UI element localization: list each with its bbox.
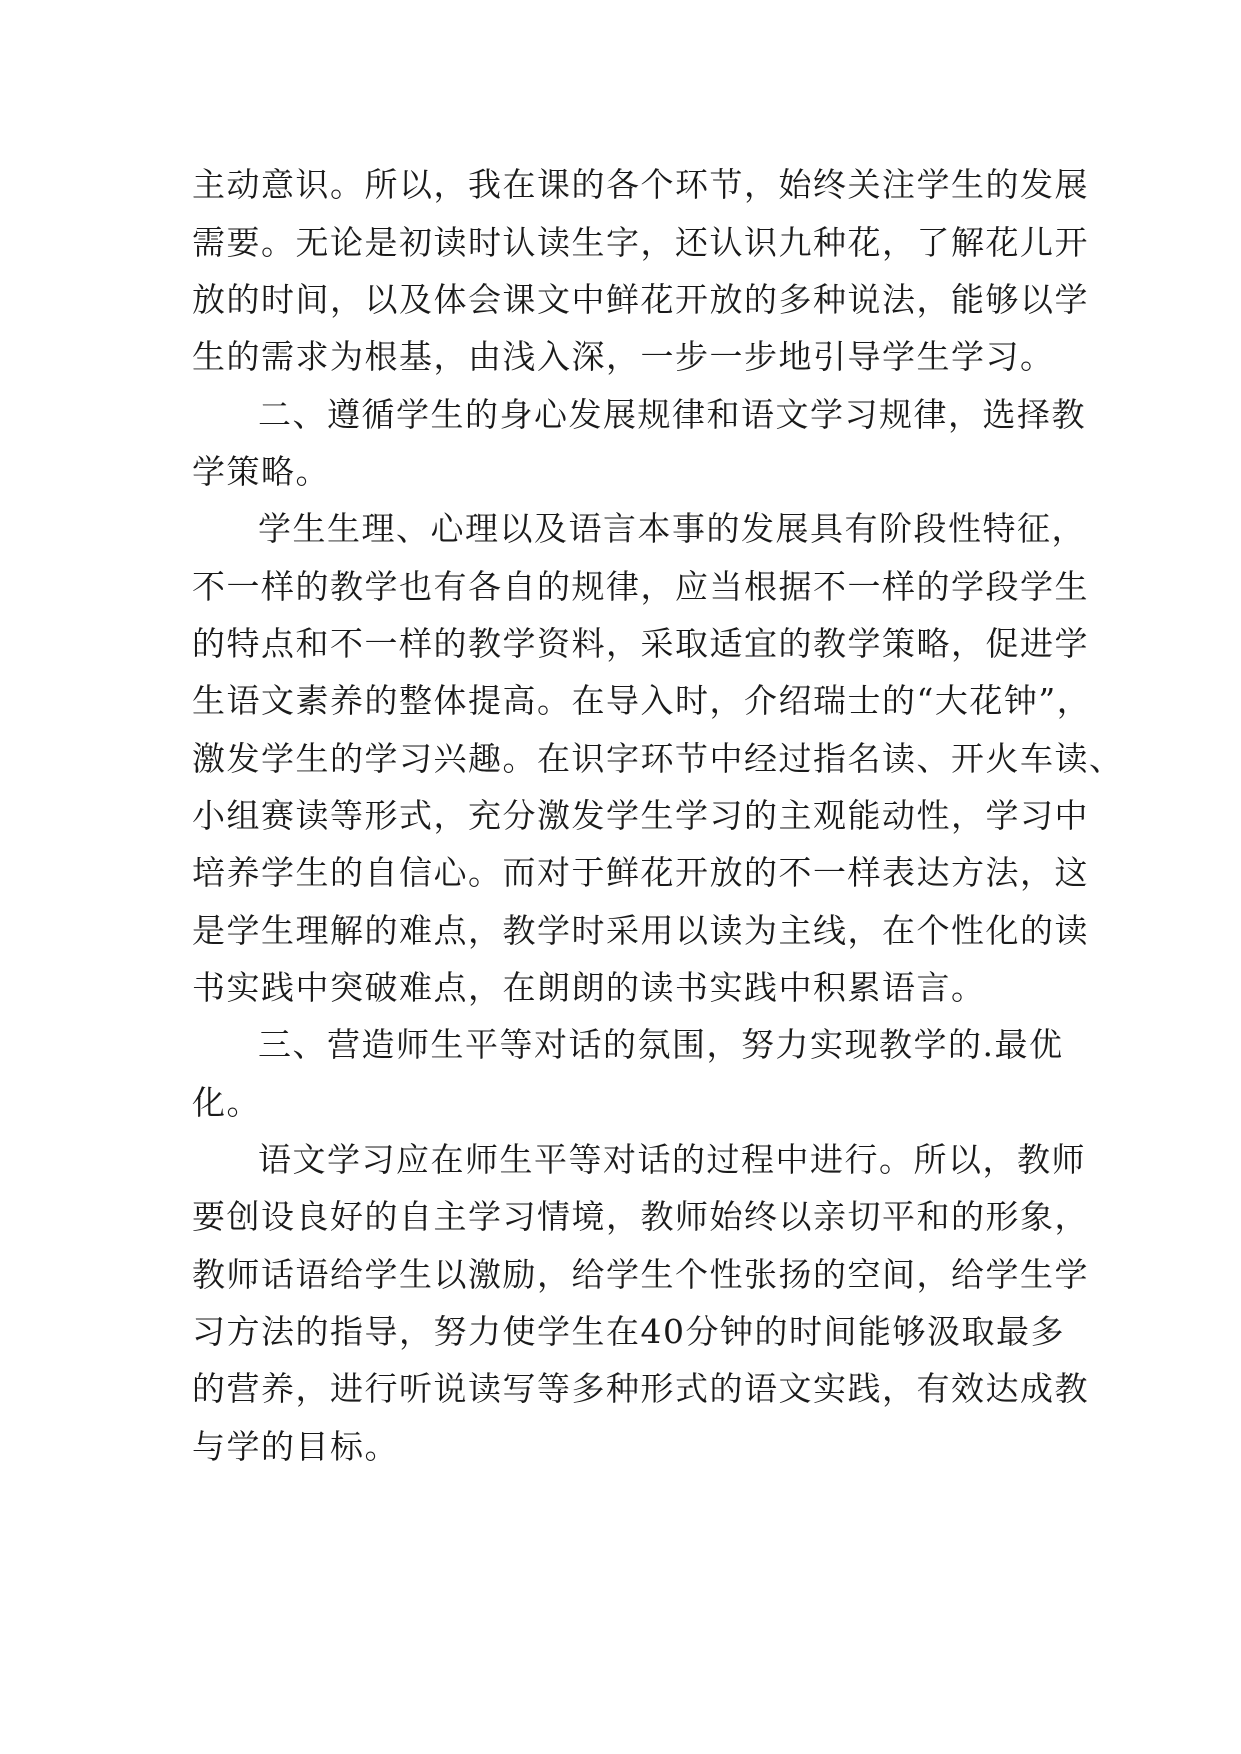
section-heading-line: 二、遵循学生的身心发展规律和语文学习规律，选择教 (258, 395, 1086, 434)
text-line: 学生生理、心理以及语言本事的发展具有阶段性特征， (258, 509, 1086, 548)
section-heading-line: 化。 (192, 1083, 261, 1122)
text-line: 小组赛读等形式，充分激发学生学习的主观能动性，学习中 (192, 796, 1089, 835)
text-line: 教师话语给学生以激励，给学生个性张扬的空间，给学生学 (192, 1255, 1089, 1294)
text-line: 激发学生的学习兴趣。在识字环节中经过指名读、开火车读、 (192, 739, 1124, 778)
section-heading-line: 三、营造师生平等对话的氛围，努力实现教学的.最优 (258, 1025, 1064, 1064)
text-line: 语文学习应在师生平等对话的过程中进行。所以，教师 (258, 1140, 1086, 1179)
text-line: 生语文素养的整体提高。在导入时，介绍瑞士的“大花钟”， (192, 681, 1092, 720)
text-line: 书实践中突破难点，在朗朗的读书实践中积累语言。 (192, 968, 986, 1007)
text-line: 放的时间，以及体会课文中鲜花开放的多种说法，能够以学 (192, 280, 1089, 319)
text-line: 主动意识。所以，我在课的各个环节，始终关注学生的发展 (192, 165, 1089, 204)
text-line: 的营养，进行听说读写等多种形式的语文实践，有效达成教 (192, 1369, 1089, 1408)
text-line: 是学生理解的难点，教学时采用以读为主线，在个性化的读 (192, 911, 1089, 950)
text-line: 培养学生的自信心。而对于鲜花开放的不一样表达方法，这 (192, 853, 1089, 892)
text-line: 要创设良好的自主学习情境，教师始终以亲切平和的形象， (192, 1197, 1089, 1236)
text-line: 习方法的指导，努力使学生在40分钟的时间能够汲取最多 (192, 1312, 1065, 1351)
text-line: 不一样的教学也有各自的规律，应当根据不一样的学段学生 (192, 567, 1089, 606)
section-heading-line: 学策略。 (192, 452, 330, 491)
text-line: 的特点和不一样的教学资料，采取适宜的教学策略，促进学 (192, 624, 1089, 663)
text-line: 生的需求为根基，由浅入深，一步一步地引导学生学习。 (192, 337, 1055, 376)
text-line: 与学的目标。 (192, 1427, 399, 1466)
text-line: 需要。无论是初读时认读生字，还认识九种花，了解花儿开 (192, 223, 1089, 262)
